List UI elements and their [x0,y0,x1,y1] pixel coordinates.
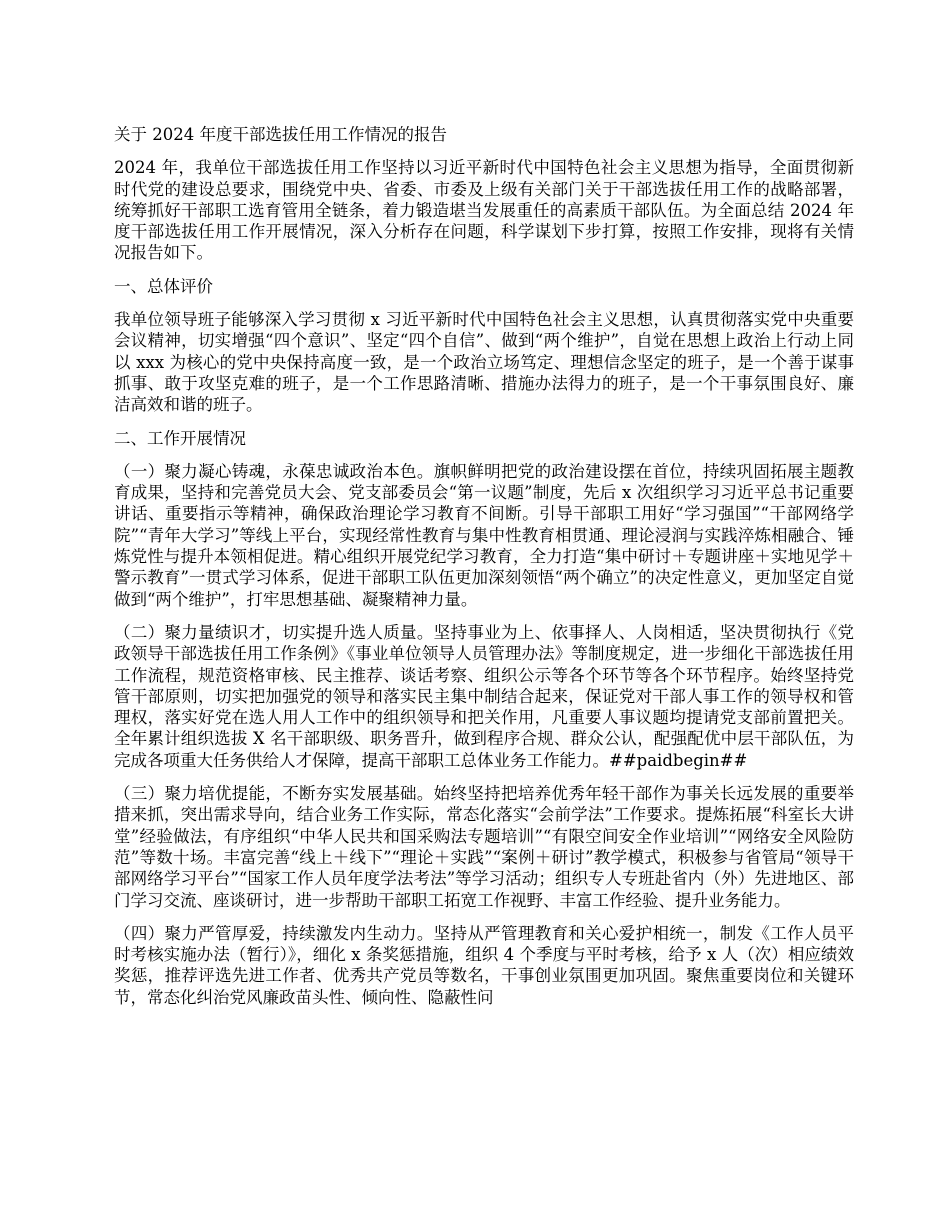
document-page [114,124,854,1020]
intro-paragraph: 2024 年，我单位干部选拔任用工作坚持以习近平新时代中国特色社会主义思想为指导，全面贯彻新时代党的建设总要求，围绕党中央、省委、市委及上级有关部门关于干部选拔任用工作的战略部署，统筹抓好干部职工选育管用全链条，着力锻造堪当发展重任的高素质干部队伍。为全面总结 2024 年度干部选拔任用工作开展情况，深入分析存在问题，科学谋划下步打算，按照工作安排，现将有关情况报告如下。 [114,158,854,263]
work-item-paragraph-1: （一）聚力凝心铸魂，永葆忠诚政治本色。旗帜鲜明把党的政治建设摆在首位，持续巩固拓展主题教育成果，坚持和完善党员大会、党支部委员会“第一议题”制度，先后 x 次组织学习习近平总书记重要讲话、重要指示等精神，确保政治理论学习教育不间断。引导干部职工用好“学习强国”“干部网络学院”“青年大学习”等线上平台，实现经常性教育与集中性教育相贯通、理论浸润与实践淬炼相融合、锤炼党性与提升本领相促进。精心组织开展党纪学习教育，全力打造“集中研讨＋专题讲座＋实地见学＋警示教育”一贯式学习体系，促进干部职工队伍更加深刻领悟“两个确立”的决定性意义，更加坚定自觉做到“两个维护”，打牢思想基础、凝聚精神力量。 [114,461,854,609]
overall-evaluation-paragraph: 我单位领导班子能够深入学习贯彻 x 习近平新时代中国特色社会主义思想，认真贯彻落实党中央重要会议精神，切实增强“四个意识”、坚定“四个自信”、做到“两个维护”，自觉在思想上政治上行动上同以 xxx 为核心的党中央保持高度一致，是一个政治立场笃定、理想信念坚定的班子，是一个善于谋事抓事、敢于攻坚克难的班子，是一个工作思路清晰、措施办法得力的班子，是一个干事氛围良好、廉洁高效和谐的班子。 [114,310,854,415]
section-heading-overall-evaluation: 一、总体评价 [114,276,213,296]
work-item-paragraph-4: （四）聚力严管厚爱，持续激发内生动力。坚持从严管理教育和关心爱护相统一，制发《工作人员平时考核实施办法（暂行）》，细化 x 条奖惩措施，组织 4 个季度与平时考核，给予 x 人（次）相应绩效奖惩，推荐评选先进工作者、优秀共产党员等数名，干事创业氛围更加巩固。聚焦重要岗位和关键环节，常态化纠治党风廉政苗头性、倾向性、隐蔽性问 [114,923,854,1007]
section-heading-work-progress: 二、工作开展情况 [114,428,246,448]
work-item-paragraph-2: （二）聚力量绩识才，切实提升选人质量。坚持事业为上、依事择人、人岗相适，坚决贯彻执行《党政领导干部选拔任用工作条例》《事业单位领导人员管理办法》等制度规定，进一步细化干部选拔任用工作流程，规范资格审核、民主推荐、谈话考察、组织公示等各个环节等各个环节程序。始终坚持党管干部原则，切实把加强党的领导和落实民主集中制结合起来，保证党对干部人事工作的领导权和管理权，落实好党在选人用人工作中的组织领导和把关作用，凡重要人事议题均提请党支部前置把关。全年累计组织选拔 X 名干部职级、职务晋升，做到程序合规、群众公认，配强配优中层干部队伍，为完成各项重大任务供给人才保障，提高干部职工总体业务工作能力。##paidbegin## [114,622,854,770]
document-title: 关于 2024 年度干部选拔任用工作情况的报告 [114,125,447,144]
work-item-paragraph-3: （三）聚力培优提能，不断夯实发展基础。始终坚持把培养优秀年轻干部作为事关长远发展的重要举措来抓，突出需求导向，结合业务工作实际，常态化落实“会前学法”工作要求。提炼拓展“科室长大讲堂”经验做法，有序组织“中华人民共和国采购法专题培训”“有限空间安全作业培训”“网络安全风险防范”等数十场。丰富完善“线上＋线下”“理论＋实践”“案例＋研讨”教学模式，积极参与省管局“领导干部网络学习平台”“国家工作人员年度学法考法”等学习活动；组织专人专班赴省内（外）先进地区、部门学习交流、座谈研讨，进一步帮助干部职工拓宽工作视野、丰富工作经验、提升业务能力。 [114,784,854,910]
